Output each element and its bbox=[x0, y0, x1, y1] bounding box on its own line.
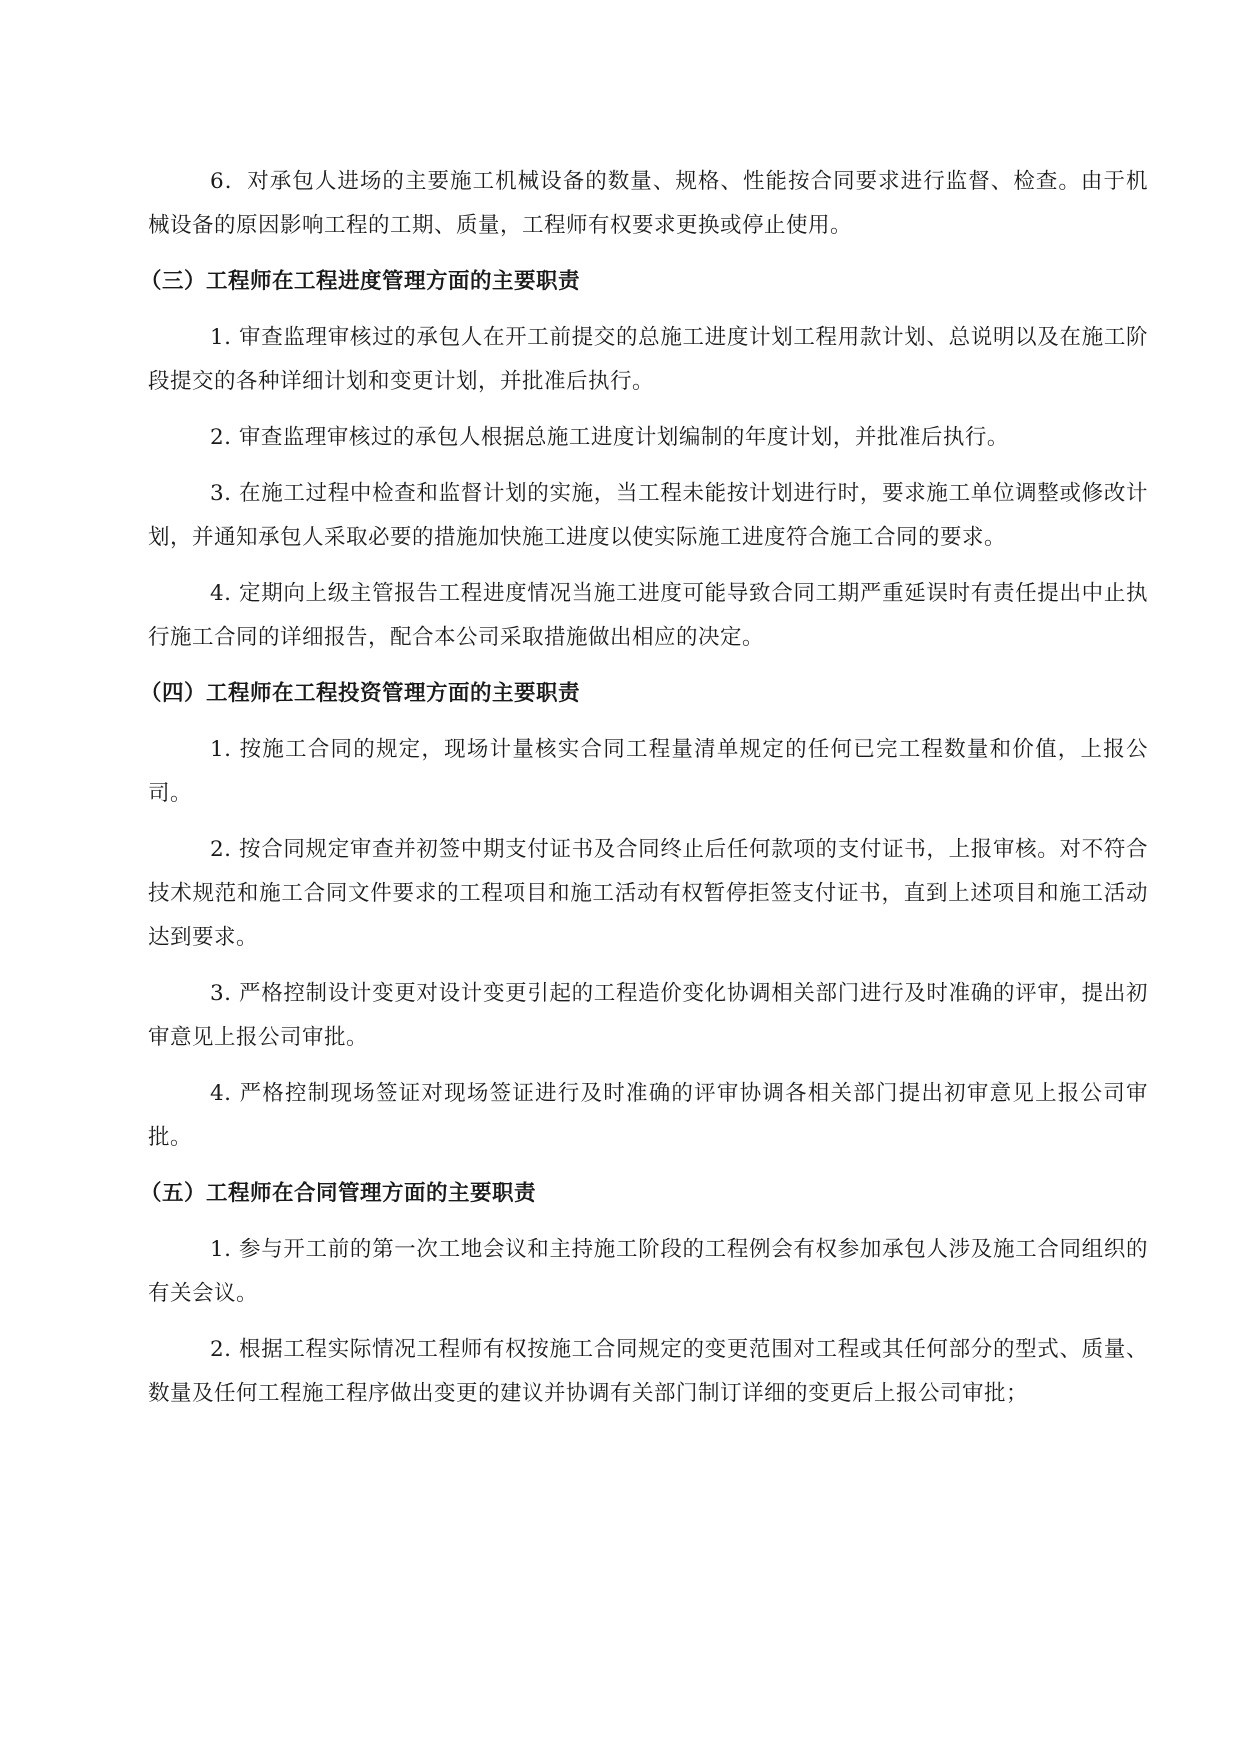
section-5-heading: （五）工程师在合同管理方面的主要职责 bbox=[140, 1181, 537, 1206]
section-4-heading: （四）工程师在工程投资管理方面的主要职责 bbox=[140, 681, 581, 706]
section-4-item-3: 3. 严格控制设计变更对设计变更引起的工程造价变化协调相关部门进行及时准确的评审，提出初审意见上报公司审批。 bbox=[148, 981, 1148, 1050]
section-3-heading: （三）工程师在工程进度管理方面的主要职责 bbox=[140, 269, 581, 294]
section-5-item-1: 1. 参与开工前的第一次工地会议和主持施工阶段的工程例会有权参加承包人涉及施工合同组织的有关会议。 bbox=[148, 1237, 1148, 1306]
section-4-item-4: 4. 严格控制现场签证对现场签证进行及时准确的评审协调各相关部门提出初审意见上报公司审批。 bbox=[148, 1081, 1148, 1150]
document-body bbox=[140, 160, 1148, 1428]
section-3-item-1: 1. 审查监理审核过的承包人在开工前提交的总施工进度计划工程用款计划、总说明以及在施工阶段提交的各种详细计划和变更计划，并批准后执行。 bbox=[148, 325, 1148, 394]
section-4-item-2: 2. 按合同规定审查并初签中期支付证书及合同终止后任何款项的支付证书，上报审核。对不符合技术规范和施工合同文件要求的工程项目和施工活动有权暂停拒签支付证书，直到上述项目和施工活动达到要求。 bbox=[148, 837, 1148, 950]
section-3-item-3: 3. 在施工过程中检查和监督计划的实施，当工程未能按计划进行时，要求施工单位调整或修改计划，并通知承包人采取必要的措施加快施工进度以使实际施工进度符合施工合同的要求。 bbox=[148, 481, 1148, 550]
section-4-item-1: 1. 按施工合同的规定，现场计量核实合同工程量清单规定的任何已完工程数量和价值，上报公司。 bbox=[148, 737, 1148, 806]
paragraph-6: 6．对承包人进场的主要施工机械设备的数量、规格、性能按合同要求进行监督、检查。由于机械设备的原因影响工程的工期、质量，工程师有权要求更换或停止使用。 bbox=[148, 169, 1148, 238]
section-3-item-2: 2. 审查监理审核过的承包人根据总施工进度计划编制的年度计划，并批准后执行。 bbox=[210, 425, 1009, 450]
section-3-item-4: 4. 定期向上级主管报告工程进度情况当施工进度可能导致合同工期严重延误时有责任提出中止执行施工合同的详细报告，配合本公司采取措施做出相应的决定。 bbox=[148, 581, 1148, 650]
section-5-item-2: 2. 根据工程实际情况工程师有权按施工合同规定的变更范围对工程或其任何部分的型式、质量、数量及任何工程施工程序做出变更的建议并协调有关部门制订详细的变更后上报公司审批； bbox=[148, 1337, 1148, 1406]
